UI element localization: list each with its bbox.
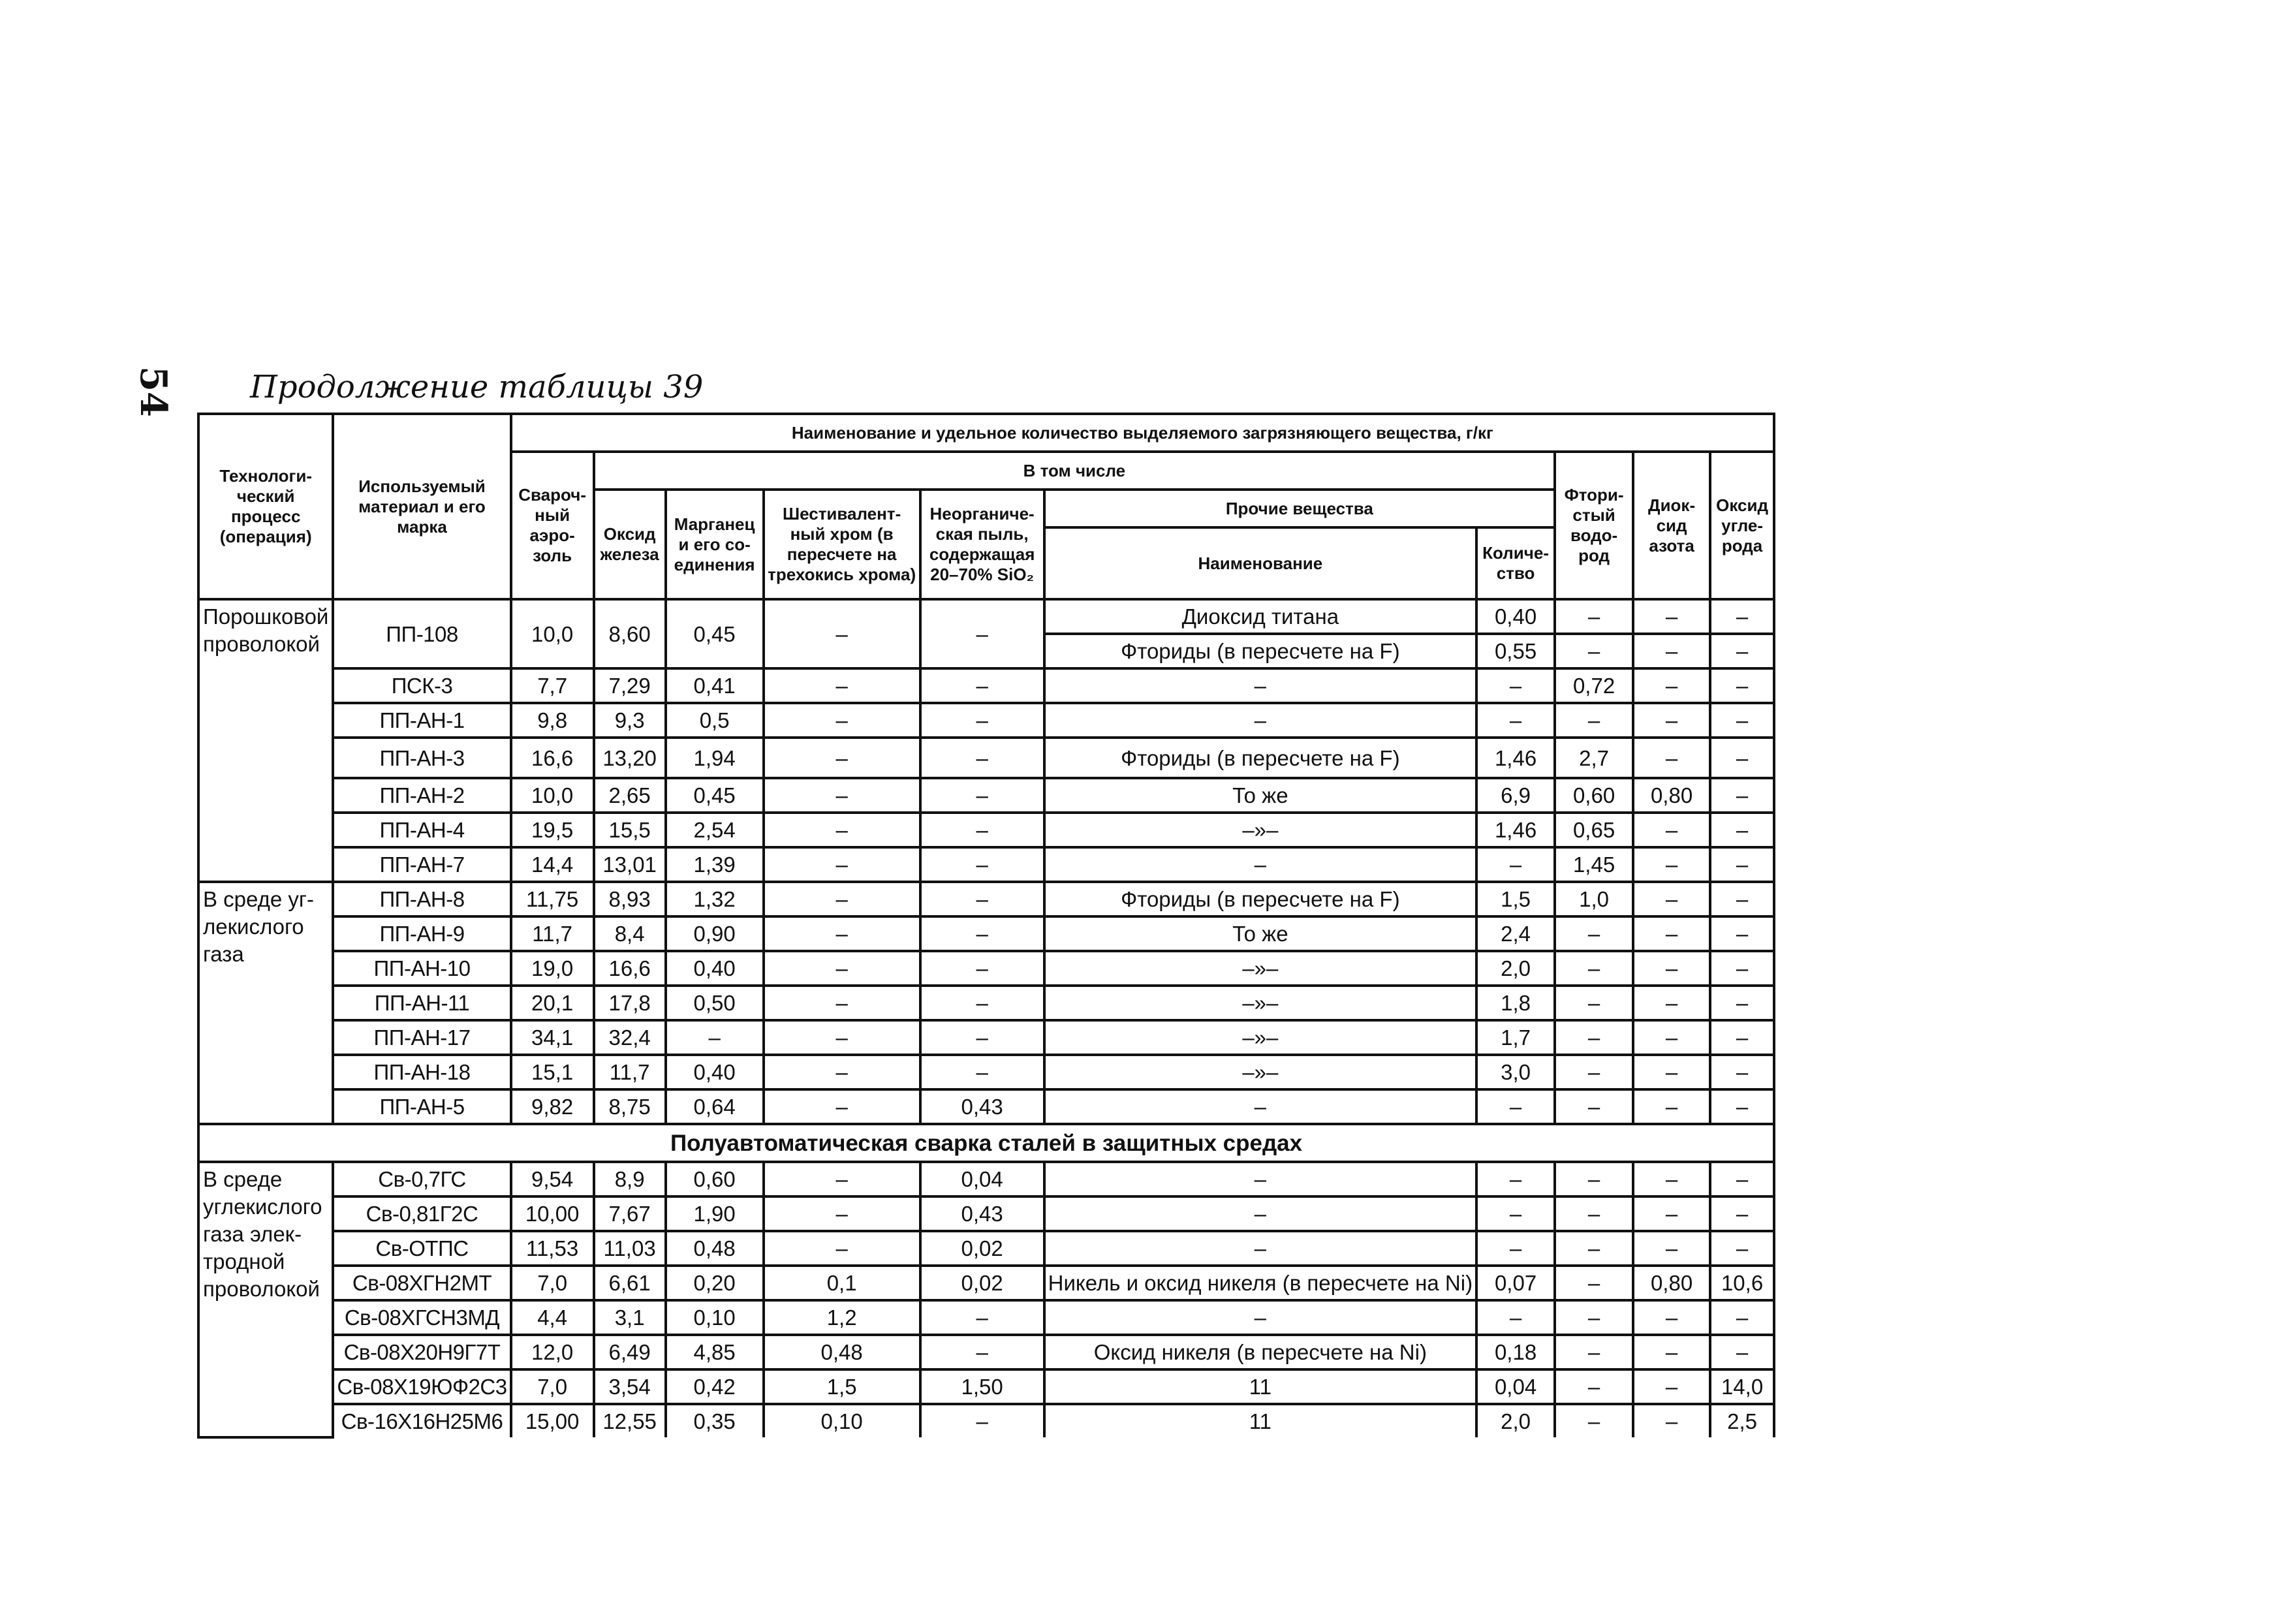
table-row (198, 738, 1774, 778)
chromium-cell: – (764, 1055, 920, 1089)
co-cell: – (1710, 847, 1774, 882)
no2-cell: – (1633, 1162, 1710, 1196)
aerosol-cell: 9,82 (511, 1089, 594, 1124)
co-cell: – (1710, 1055, 1774, 1089)
other-name-cell: Оксид никеля (в пересчете на Ni) (1044, 1335, 1476, 1369)
inorganic-dust-cell: – (920, 1404, 1044, 1437)
manganese-cell: 1,39 (666, 847, 764, 882)
chromium-cell: – (764, 599, 920, 668)
header-co: Оксид угле-рода (1710, 452, 1774, 599)
other-name-cell: – (1044, 1231, 1476, 1266)
page-number: 54 (132, 366, 175, 417)
other-name-cell: Никель и оксид никеля (в пересчете на Ni) (1044, 1266, 1476, 1300)
chromium-cell: – (764, 1231, 920, 1266)
other-amount-cell: – (1476, 668, 1555, 703)
chromium-cell: – (764, 668, 920, 703)
aerosol-cell: 16,6 (511, 738, 594, 778)
inorganic-dust-cell: 0,43 (920, 1196, 1044, 1231)
aerosol-cell: 9,8 (511, 703, 594, 738)
table-caption: Продолжение таблицы 39 (250, 369, 704, 405)
co-cell: – (1710, 778, 1774, 813)
manganese-cell: 0,60 (666, 1162, 764, 1196)
other-name-cell: – (1044, 668, 1476, 703)
manganese-cell: 1,94 (666, 738, 764, 778)
header-material: Используемый материал и его марка (333, 414, 510, 599)
table-row (198, 1055, 1774, 1089)
iron-oxide-cell: 8,4 (594, 916, 666, 951)
manganese-cell: 0,5 (666, 703, 764, 738)
other-amount-cell: 2,0 (1476, 1404, 1555, 1437)
header-manganese: Марганец и его со-единения (666, 490, 764, 599)
table-row (198, 813, 1774, 847)
other-name-cell: Диоксид титана (1044, 599, 1476, 634)
section-heading: Полуавтоматическая сварка сталей в защитных средах (198, 1124, 1774, 1162)
other-name-cell: То же (1044, 778, 1476, 813)
inorganic-dust-cell: 0,02 (920, 1266, 1044, 1300)
table-row (198, 1089, 1774, 1124)
aerosol-cell: 34,1 (511, 1020, 594, 1055)
material-cell: ПП-АН-17 (333, 1020, 510, 1055)
table-row (198, 1196, 1774, 1231)
iron-oxide-cell: 8,60 (594, 599, 666, 668)
other-amount-cell: 6,9 (1476, 778, 1555, 813)
hf-cell: 0,65 (1555, 813, 1633, 847)
header-inorganic-dust: Неорганиче-ская пыль, содержащая 20–70% SiO₂ (920, 490, 1044, 599)
chromium-cell: – (764, 778, 920, 813)
manganese-cell: 4,85 (666, 1335, 764, 1369)
chromium-cell: 0,10 (764, 1404, 920, 1437)
iron-oxide-cell: 15,5 (594, 813, 666, 847)
iron-oxide-cell: 11,03 (594, 1231, 666, 1266)
header-no2: Диок-сид азота (1633, 452, 1710, 599)
other-name-cell: –»– (1044, 1055, 1476, 1089)
other-name-cell: 11 (1044, 1404, 1476, 1437)
table-row (198, 703, 1774, 738)
table-row (198, 1266, 1774, 1300)
manganese-cell: 0,10 (666, 1300, 764, 1335)
no2-cell: – (1633, 916, 1710, 951)
manganese-cell: 0,20 (666, 1266, 764, 1300)
no2-cell: – (1633, 1300, 1710, 1335)
other-amount-cell: 3,0 (1476, 1055, 1555, 1089)
aerosol-cell: 19,0 (511, 951, 594, 986)
other-amount-cell: – (1476, 847, 1555, 882)
manganese-cell: 0,64 (666, 1089, 764, 1124)
other-amount-cell: 1,8 (1476, 986, 1555, 1020)
material-cell: Св-0,81Г2С (333, 1196, 510, 1231)
manganese-cell: 0,50 (666, 986, 764, 1020)
aerosol-cell: 14,4 (511, 847, 594, 882)
no2-cell: – (1633, 1369, 1710, 1404)
manganese-cell: 1,90 (666, 1196, 764, 1231)
process-cell: В среде углекислого газа элек-тродной проволокой (198, 1162, 333, 1437)
co-cell: – (1710, 599, 1774, 634)
iron-oxide-cell: 7,29 (594, 668, 666, 703)
iron-oxide-cell: 12,55 (594, 1404, 666, 1437)
table-row (198, 1231, 1774, 1266)
no2-cell: – (1633, 1089, 1710, 1124)
aerosol-cell: 10,0 (511, 778, 594, 813)
material-cell: ПП-АН-3 (333, 738, 510, 778)
material-cell: ПП-АН-18 (333, 1055, 510, 1089)
other-name-cell: – (1044, 1162, 1476, 1196)
iron-oxide-cell: 11,7 (594, 1055, 666, 1089)
hf-cell: – (1555, 1369, 1633, 1404)
hf-cell: – (1555, 1231, 1633, 1266)
inorganic-dust-cell: – (920, 1020, 1044, 1055)
aerosol-cell: 15,1 (511, 1055, 594, 1089)
hf-cell: 0,72 (1555, 668, 1633, 703)
chromium-cell: – (764, 813, 920, 847)
iron-oxide-cell: 8,75 (594, 1089, 666, 1124)
no2-cell: – (1633, 1196, 1710, 1231)
aerosol-cell: 15,00 (511, 1404, 594, 1437)
chromium-cell: – (764, 986, 920, 1020)
aerosol-cell: 11,53 (511, 1231, 594, 1266)
manganese-cell: 0,45 (666, 778, 764, 813)
chromium-cell: – (764, 738, 920, 778)
chromium-cell: – (764, 1020, 920, 1055)
other-name-cell: –»– (1044, 986, 1476, 1020)
material-cell: ПП-АН-5 (333, 1089, 510, 1124)
manganese-cell: 0,35 (666, 1404, 764, 1437)
no2-cell: – (1633, 882, 1710, 916)
table-row (198, 668, 1774, 703)
iron-oxide-cell: 17,8 (594, 986, 666, 1020)
hf-cell: – (1555, 1300, 1633, 1335)
other-amount-cell: 1,46 (1476, 813, 1555, 847)
inorganic-dust-cell: – (920, 599, 1044, 668)
hf-cell: – (1555, 1162, 1633, 1196)
inorganic-dust-cell: – (920, 882, 1044, 916)
other-name-cell: – (1044, 1300, 1476, 1335)
table-row (198, 1162, 1774, 1196)
hf-cell: – (1555, 1089, 1633, 1124)
inorganic-dust-cell: – (920, 778, 1044, 813)
chromium-cell: – (764, 882, 920, 916)
no2-cell: – (1633, 847, 1710, 882)
manganese-cell: – (666, 1020, 764, 1055)
co-cell: – (1710, 986, 1774, 1020)
no2-cell: – (1633, 1404, 1710, 1437)
manganese-cell: 0,40 (666, 951, 764, 986)
hf-cell: 1,0 (1555, 882, 1633, 916)
iron-oxide-cell: 9,3 (594, 703, 666, 738)
iron-oxide-cell: 13,20 (594, 738, 666, 778)
material-cell: Св-16Х16Н25М6 (333, 1404, 510, 1437)
co-cell: – (1710, 1089, 1774, 1124)
aerosol-cell: 19,5 (511, 813, 594, 847)
other-amount-cell: 1,5 (1476, 882, 1555, 916)
aerosol-cell: 12,0 (511, 1335, 594, 1369)
chromium-cell: 1,5 (764, 1369, 920, 1404)
inorganic-dust-cell: – (920, 738, 1044, 778)
co-cell: – (1710, 738, 1774, 778)
no2-cell: – (1633, 986, 1710, 1020)
process-cell: В среде уг-лекислого газа (198, 882, 333, 1124)
chromium-cell: – (764, 916, 920, 951)
table-row (198, 1369, 1774, 1404)
material-cell: Св-08Х20Н9Г7Т (333, 1335, 510, 1369)
hf-cell: – (1555, 916, 1633, 951)
hf-cell: 2,7 (1555, 738, 1633, 778)
inorganic-dust-cell: – (920, 1300, 1044, 1335)
aerosol-cell: 7,0 (511, 1266, 594, 1300)
other-amount-cell: 0,04 (1476, 1369, 1555, 1404)
table-row (198, 1300, 1774, 1335)
co-cell: – (1710, 668, 1774, 703)
co-cell: – (1710, 1231, 1774, 1266)
header-including: В том числе (594, 452, 1555, 490)
no2-cell: – (1633, 1231, 1710, 1266)
table-row (198, 986, 1774, 1020)
other-amount-cell: – (1476, 1196, 1555, 1231)
header-other-amount: Количе-ство (1476, 527, 1555, 599)
header-iron-oxide: Оксид железа (594, 490, 666, 599)
co-cell: – (1710, 1335, 1774, 1369)
table-row (198, 951, 1774, 986)
chromium-cell: – (764, 847, 920, 882)
co-cell: – (1710, 1196, 1774, 1231)
co-cell: 10,6 (1710, 1266, 1774, 1300)
manganese-cell: 1,32 (666, 882, 764, 916)
no2-cell: – (1633, 1020, 1710, 1055)
table-row (198, 599, 1774, 634)
inorganic-dust-cell: – (920, 951, 1044, 986)
hf-cell: – (1555, 634, 1633, 668)
aerosol-cell: 7,7 (511, 668, 594, 703)
inorganic-dust-cell: 1,50 (920, 1369, 1044, 1404)
aerosol-cell: 9,54 (511, 1162, 594, 1196)
co-cell: – (1710, 951, 1774, 986)
table-row (198, 1335, 1774, 1369)
manganese-cell: 0,45 (666, 599, 764, 668)
table-row (198, 882, 1774, 916)
hf-cell: – (1555, 1335, 1633, 1369)
hf-cell: 1,45 (1555, 847, 1633, 882)
no2-cell: – (1633, 634, 1710, 668)
header-other-name: Наименование (1044, 527, 1476, 599)
inorganic-dust-cell: – (920, 986, 1044, 1020)
iron-oxide-cell: 8,93 (594, 882, 666, 916)
other-amount-cell: 1,7 (1476, 1020, 1555, 1055)
co-cell: – (1710, 634, 1774, 668)
manganese-cell: 0,41 (666, 668, 764, 703)
chromium-cell: 0,48 (764, 1335, 920, 1369)
other-name-cell: – (1044, 1196, 1476, 1231)
table-row (198, 847, 1774, 882)
other-amount-cell: 2,0 (1476, 951, 1555, 986)
hf-cell: 0,60 (1555, 778, 1633, 813)
material-cell: Св-0,7ГС (333, 1162, 510, 1196)
table-row (198, 1020, 1774, 1055)
iron-oxide-cell: 8,9 (594, 1162, 666, 1196)
header-chromium: Шестивалент-ный хром (в пересчете на трехокись хрома) (764, 490, 920, 599)
inorganic-dust-cell: – (920, 847, 1044, 882)
no2-cell: – (1633, 599, 1710, 634)
other-amount-cell: – (1476, 1231, 1555, 1266)
aerosol-cell: 10,0 (511, 599, 594, 668)
other-amount-cell: 0,18 (1476, 1335, 1555, 1369)
chromium-cell: – (764, 703, 920, 738)
material-cell: Св-08Х19ЮФ2С3 (333, 1369, 510, 1404)
header-process: Технологи-ческий процесс (операция) (198, 414, 333, 599)
header-other: Прочие вещества (1044, 490, 1555, 527)
co-cell: – (1710, 916, 1774, 951)
table-row (198, 916, 1774, 951)
other-amount-cell: – (1476, 1089, 1555, 1124)
other-name-cell: –»– (1044, 813, 1476, 847)
material-cell: Св-ОТПС (333, 1231, 510, 1266)
iron-oxide-cell: 32,4 (594, 1020, 666, 1055)
hf-cell: – (1555, 1020, 1633, 1055)
header-hf: Фтори-стый водо-род (1555, 452, 1633, 599)
other-name-cell: Фториды (в пересчете на F) (1044, 738, 1476, 778)
material-cell: ПСК-3 (333, 668, 510, 703)
iron-oxide-cell: 16,6 (594, 951, 666, 986)
chromium-cell: – (764, 1089, 920, 1124)
manganese-cell: 0,42 (666, 1369, 764, 1404)
iron-oxide-cell: 13,01 (594, 847, 666, 882)
co-cell: 2,5 (1710, 1404, 1774, 1437)
process-cell: Порошковой проволокой (198, 599, 333, 882)
chromium-cell: – (764, 951, 920, 986)
other-amount-cell: – (1476, 1300, 1555, 1335)
other-name-cell: –»– (1044, 951, 1476, 986)
other-amount-cell: 2,4 (1476, 916, 1555, 951)
manganese-cell: 0,90 (666, 916, 764, 951)
iron-oxide-cell: 7,67 (594, 1196, 666, 1231)
material-cell: ПП-АН-2 (333, 778, 510, 813)
material-cell: Св-08ХГН2МТ (333, 1266, 510, 1300)
no2-cell: – (1633, 668, 1710, 703)
no2-cell: – (1633, 951, 1710, 986)
inorganic-dust-cell: 0,04 (920, 1162, 1044, 1196)
aerosol-cell: 20,1 (511, 986, 594, 1020)
manganese-cell: 0,40 (666, 1055, 764, 1089)
other-amount-cell: 0,07 (1476, 1266, 1555, 1300)
chromium-cell: 1,2 (764, 1300, 920, 1335)
emissions-table (197, 413, 1775, 1439)
no2-cell: – (1633, 703, 1710, 738)
hf-cell: – (1555, 1266, 1633, 1300)
iron-oxide-cell: 2,65 (594, 778, 666, 813)
other-name-cell: Фториды (в пересчете на F) (1044, 634, 1476, 668)
co-cell: 14,0 (1710, 1369, 1774, 1404)
co-cell: – (1710, 1020, 1774, 1055)
co-cell: – (1710, 1162, 1774, 1196)
material-cell: ПП-108 (333, 599, 510, 668)
inorganic-dust-cell: – (920, 1055, 1044, 1089)
manganese-cell: 2,54 (666, 813, 764, 847)
no2-cell: 0,80 (1633, 778, 1710, 813)
material-cell: ПП-АН-9 (333, 916, 510, 951)
iron-oxide-cell: 3,54 (594, 1369, 666, 1404)
aerosol-cell: 4,4 (511, 1300, 594, 1335)
hf-cell: – (1555, 599, 1633, 634)
co-cell: – (1710, 1300, 1774, 1335)
material-cell: ПП-АН-8 (333, 882, 510, 916)
aerosol-cell: 11,7 (511, 916, 594, 951)
other-name-cell: 11 (1044, 1369, 1476, 1404)
table-row (198, 778, 1774, 813)
aerosol-cell: 11,75 (511, 882, 594, 916)
no2-cell: 0,80 (1633, 1266, 1710, 1300)
header-aerosol: Свароч-ный аэро-золь (511, 452, 594, 599)
other-amount-cell: 0,40 (1476, 599, 1555, 634)
hf-cell: – (1555, 986, 1633, 1020)
header-pollutant-group: Наименование и удельное количество выделяемого загрязняющего вещества, г/кг (511, 414, 1774, 452)
table-row (198, 1404, 1774, 1437)
co-cell: – (1710, 703, 1774, 738)
other-name-cell: –»– (1044, 1020, 1476, 1055)
inorganic-dust-cell: – (920, 1335, 1044, 1369)
no2-cell: – (1633, 1335, 1710, 1369)
inorganic-dust-cell: 0,43 (920, 1089, 1044, 1124)
other-amount-cell: – (1476, 703, 1555, 738)
material-cell: Св-08ХГСН3МД (333, 1300, 510, 1335)
table-row (198, 1124, 1774, 1162)
inorganic-dust-cell: 0,02 (920, 1231, 1044, 1266)
hf-cell: – (1555, 1404, 1633, 1437)
hf-cell: – (1555, 1196, 1633, 1231)
aerosol-cell: 10,00 (511, 1196, 594, 1231)
co-cell: – (1710, 882, 1774, 916)
other-name-cell: – (1044, 1089, 1476, 1124)
manganese-cell: 0,48 (666, 1231, 764, 1266)
other-amount-cell: 0,55 (1476, 634, 1555, 668)
other-name-cell: Фториды (в пересчете на F) (1044, 882, 1476, 916)
header-row-1 (198, 414, 1774, 452)
co-cell: – (1710, 813, 1774, 847)
hf-cell: – (1555, 951, 1633, 986)
inorganic-dust-cell: – (920, 916, 1044, 951)
material-cell: ПП-АН-11 (333, 986, 510, 1020)
iron-oxide-cell: 6,49 (594, 1335, 666, 1369)
other-amount-cell: – (1476, 1162, 1555, 1196)
chromium-cell: – (764, 1196, 920, 1231)
no2-cell: – (1633, 738, 1710, 778)
iron-oxide-cell: 6,61 (594, 1266, 666, 1300)
chromium-cell: 0,1 (764, 1266, 920, 1300)
hf-cell: – (1555, 1055, 1633, 1089)
hf-cell: – (1555, 703, 1633, 738)
material-cell: ПП-АН-7 (333, 847, 510, 882)
other-name-cell: – (1044, 847, 1476, 882)
iron-oxide-cell: 3,1 (594, 1300, 666, 1335)
no2-cell: – (1633, 1055, 1710, 1089)
other-amount-cell: 1,46 (1476, 738, 1555, 778)
no2-cell: – (1633, 813, 1710, 847)
aerosol-cell: 7,0 (511, 1369, 594, 1404)
material-cell: ПП-АН-1 (333, 703, 510, 738)
inorganic-dust-cell: – (920, 703, 1044, 738)
material-cell: ПП-АН-10 (333, 951, 510, 986)
inorganic-dust-cell: – (920, 813, 1044, 847)
material-cell: ПП-АН-4 (333, 813, 510, 847)
chromium-cell: – (764, 1162, 920, 1196)
inorganic-dust-cell: – (920, 668, 1044, 703)
other-name-cell: То же (1044, 916, 1476, 951)
other-name-cell: – (1044, 703, 1476, 738)
